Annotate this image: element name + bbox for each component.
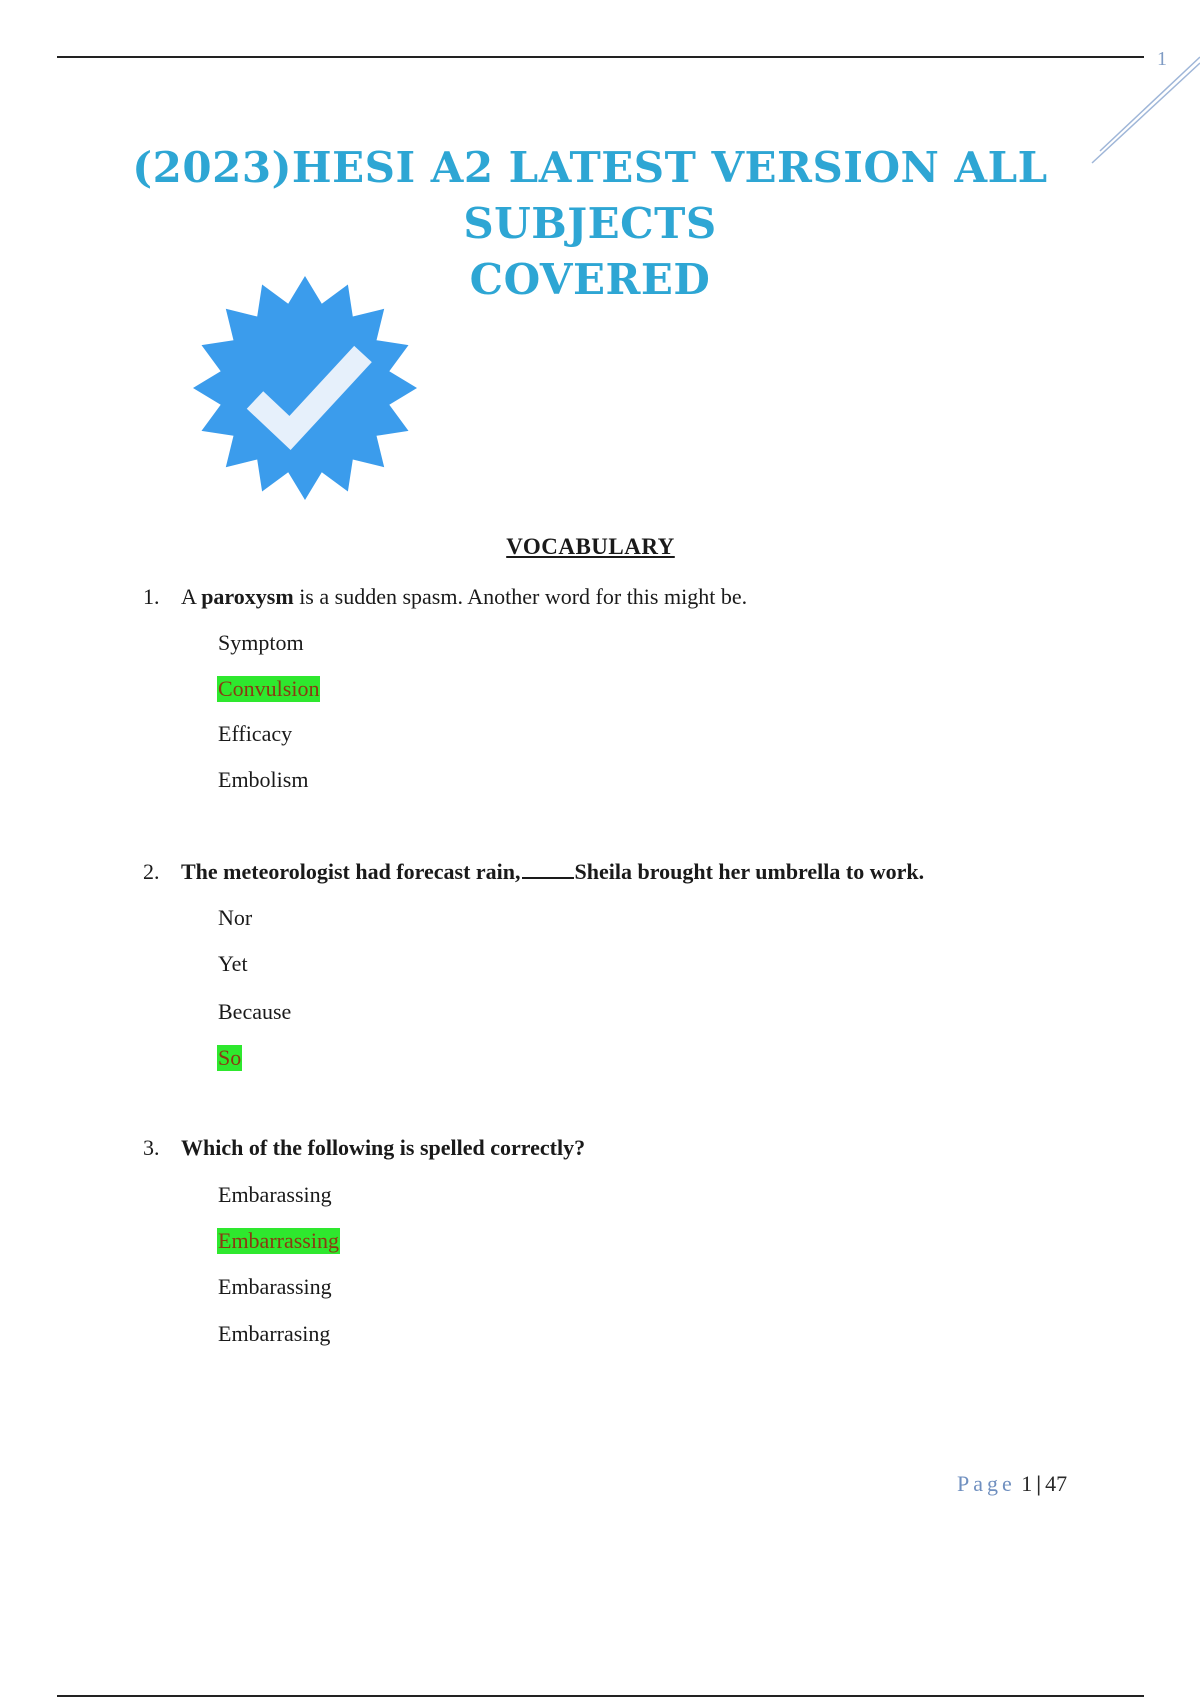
header-rule [57, 56, 1144, 58]
page-footer [957, 1471, 1067, 1497]
verified-check-badge-icon [193, 275, 417, 501]
answer-option-correct: So [218, 1045, 242, 1070]
corner-page-number: 1 [1157, 48, 1167, 70]
question-text-part: Sheila brought her umbrella to work. [574, 859, 925, 884]
answer-option: Yet [218, 951, 248, 976]
answer-option: Efficacy [218, 721, 293, 746]
page-separator: | [1036, 1471, 1042, 1496]
question-1 [143, 584, 747, 610]
question-text: Which of the following is spelled correctly? [181, 1135, 586, 1160]
question-text-part: A [181, 584, 202, 609]
answer-option-correct: Convulsion [218, 676, 320, 701]
title-line-1: (2023)HESI A2 LATEST VERSION ALL SUBJECTS [132, 143, 1048, 248]
page-label: Page [957, 1471, 1016, 1496]
answer-option: Embarassing [218, 1274, 332, 1299]
question-text-part: is a sudden spasm. Another word for this might be. [293, 584, 748, 609]
question-3 [143, 1135, 585, 1161]
question-number: 3. [143, 1135, 160, 1160]
answer-option-correct: Embarrassing [218, 1228, 339, 1253]
question-number: 1. [143, 584, 160, 609]
question-text [181, 584, 747, 609]
question-keyword: paroxysm [201, 584, 294, 609]
answer-option: Nor [218, 905, 253, 930]
fill-in-blank [522, 873, 574, 879]
question-text-part: The meteorologist had forecast rain, [181, 859, 521, 884]
answer-option: Embarrasing [218, 1321, 331, 1346]
section-heading-vocabulary: VOCABULARY [506, 534, 675, 559]
title-line-2: COVERED [469, 255, 711, 304]
badge-star-shape [193, 276, 417, 500]
total-pages: 47 [1045, 1471, 1068, 1496]
question-2 [143, 859, 924, 885]
current-page-number: 1 [1021, 1471, 1033, 1496]
answer-option: Embolism [218, 767, 309, 792]
answer-option: Symptom [218, 630, 304, 655]
answer-option: Embarassing [218, 1182, 332, 1207]
answer-option: Because [218, 999, 292, 1024]
question-number: 2. [143, 859, 160, 884]
footer-rule [57, 1695, 1144, 1697]
question-text [181, 859, 924, 884]
